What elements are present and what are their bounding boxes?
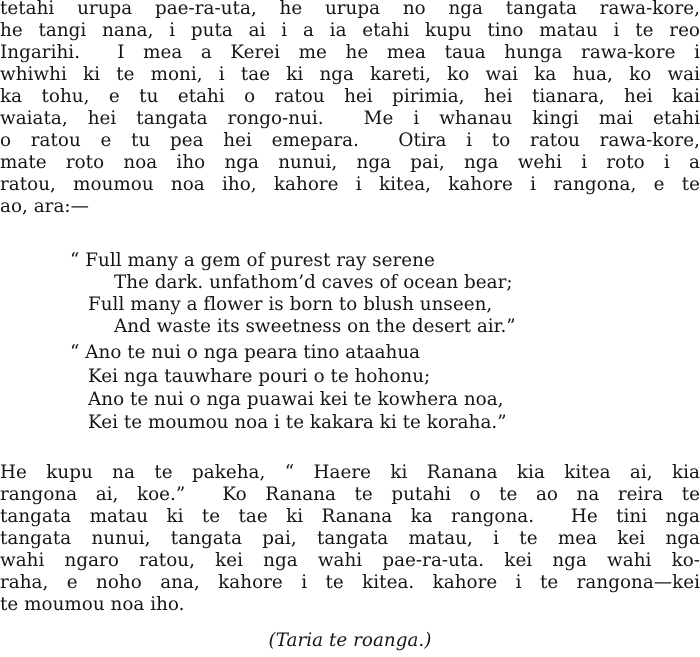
paragraph-line: te moumou noa iho.	[0, 594, 185, 615]
paragraph-line: wahi ngaro ratou, kei nga wahi pae-ra-uta. kei nga wahi ko-	[0, 550, 700, 571]
paragraph-line: ao, ara:—	[0, 196, 89, 217]
verse-line: The dark. unfathom’d caves of ocean bear;	[114, 272, 513, 293]
paragraph-line: ka tohu, e tu etahi o ratou hei pirimia, hei tianara, hei kai	[0, 86, 700, 107]
paragraph-line: he tangi nana, i puta ai i a ia etahi kupu tino matau i te reo	[0, 20, 700, 41]
verse-line: “ Ano te nui o nga peara tino ataahua	[70, 342, 421, 363]
paragraph-line: rangona ai, koe.” Ko Ranana te putahi o te ao na reira te	[0, 484, 700, 505]
verse-line: “ Full many a gem of purest ray serene	[70, 250, 435, 271]
verse-line: Kei nga tauwhare pouri o te hohonu;	[88, 366, 431, 387]
paragraph-line: tangata nunui, tangata pai, tangata matau, i te mea kei nga	[0, 528, 700, 549]
verse-line: Ano te nui o nga puawai kei te kowhera noa,	[88, 389, 504, 410]
paragraph-line: tangata matau ki te tae ki Ranana ka rangona. He tini nga	[0, 506, 700, 527]
closing-note: (Taria te roanga.)	[268, 630, 432, 651]
verse-line: Kei te moumou noa i te kakara ki te koraha.”	[88, 412, 507, 433]
paragraph-line: waiata, hei tangata rongo-nui. Me i whanau kingi mai etahi	[0, 108, 700, 129]
verse-line: And waste its sweetness on the desert air.”	[114, 316, 516, 337]
paragraph-line: mate roto noa iho nga nunui, nga pai, nga wehi i roto i a	[0, 152, 700, 173]
paragraph-line: o ratou e tu pea hei emepara. Otira i to ratou rawa-kore,	[0, 130, 700, 151]
verse-line: Full many a flower is born to blush unseen,	[88, 294, 493, 315]
paragraph-line: whiwhi ki te moni, i tae ki nga kareti, ko wai ka hua, ko wai	[0, 64, 700, 85]
paragraph-line: He kupu na te pakeha, “ Haere ki Ranana kia kitea ai, kia	[0, 462, 700, 483]
paragraph-line: Ingarihi. I mea a Kerei me he mea taua hunga rawa-kore i	[0, 42, 700, 63]
paragraph-line: tetahi urupa pae-ra-uta, he urupa no nga tangata rawa-kore,	[0, 0, 700, 19]
paragraph-line: raha, e noho ana, kahore i te kitea. kahore i te rangona—kei	[0, 572, 700, 593]
paragraph-line: ratou, moumou noa iho, kahore i kitea, kahore i rangona, e te	[0, 174, 700, 195]
